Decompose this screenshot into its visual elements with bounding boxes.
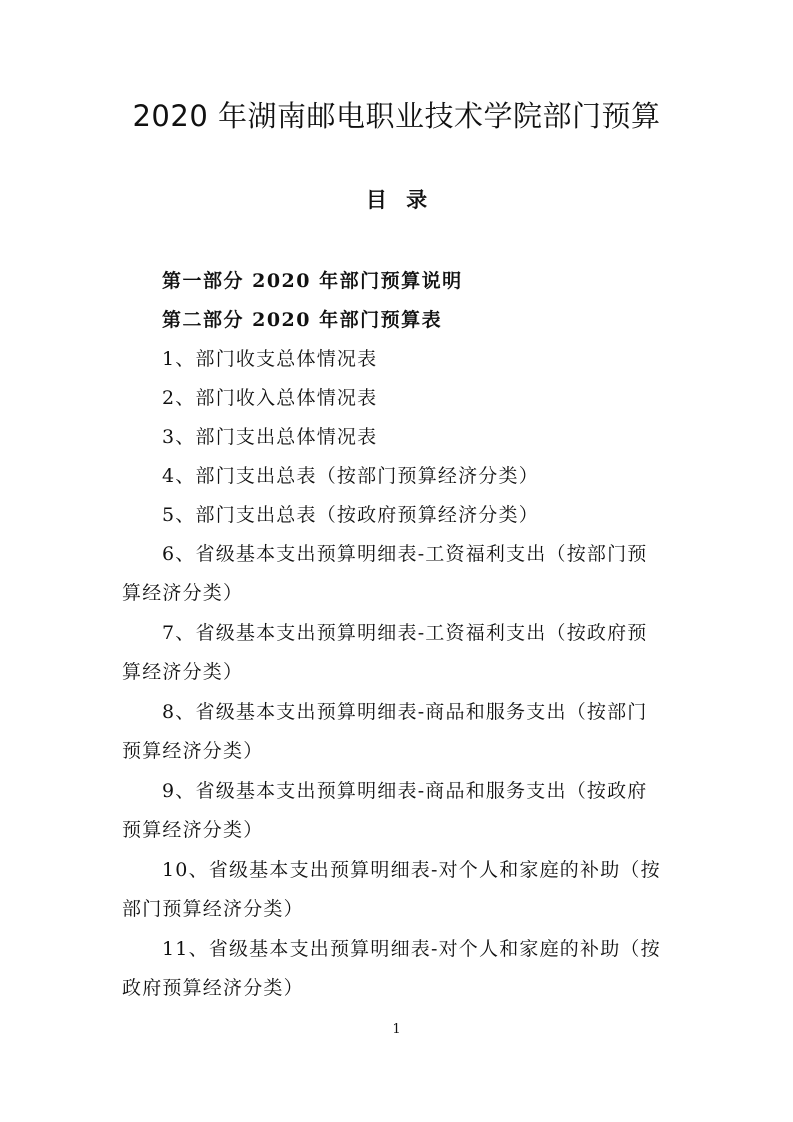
toc-item-5: 5、部门支出总表（按政府预算经济分类）: [162, 504, 539, 526]
toc-item-9-continued: 预算经济分类）: [122, 819, 264, 841]
toc-item-2: 2、部门收入总体情况表: [162, 387, 378, 409]
toc-item-11-continued: 政府预算经济分类）: [122, 977, 304, 999]
page-number: 1: [392, 1022, 401, 1037]
toc-item-6: 6、省级基本支出预算明细表-工资福利支出（按部门预: [162, 543, 648, 565]
document-title: 2020 年湖南邮电职业技术学院部门预算: [132, 99, 661, 133]
toc-item-3: 3、部门支出总体情况表: [162, 426, 378, 448]
toc-heading: 目 录: [365, 188, 428, 212]
toc-item-6-continued: 算经济分类）: [122, 582, 244, 604]
toc-item-9: 9、省级基本支出预算明细表-商品和服务支出（按政府: [162, 780, 648, 802]
toc-item-7-continued: 算经济分类）: [122, 661, 244, 683]
toc-item-1: 1、部门收支总体情况表: [162, 348, 378, 370]
toc-item-7: 7、省级基本支出预算明细表-工资福利支出（按政府预: [162, 622, 648, 644]
toc-item-10-continued: 部门预算经济分类）: [122, 898, 304, 920]
toc-item-10: 10、省级基本支出预算明细表-对个人和家庭的补助（按: [162, 859, 661, 881]
toc-part-2: 第二部分 2020 年部门预算表: [162, 309, 443, 331]
toc-item-11: 11、省级基本支出预算明细表-对个人和家庭的补助（按: [162, 938, 661, 960]
toc-item-8-continued: 预算经济分类）: [122, 740, 264, 762]
toc-item-8: 8、省级基本支出预算明细表-商品和服务支出（按部门: [162, 701, 648, 723]
table-of-contents: [122, 262, 682, 1009]
toc-part-1: 第一部分 2020 年部门预算说明: [162, 270, 463, 292]
toc-item-4: 4、部门支出总表（按部门预算经济分类）: [162, 465, 539, 487]
